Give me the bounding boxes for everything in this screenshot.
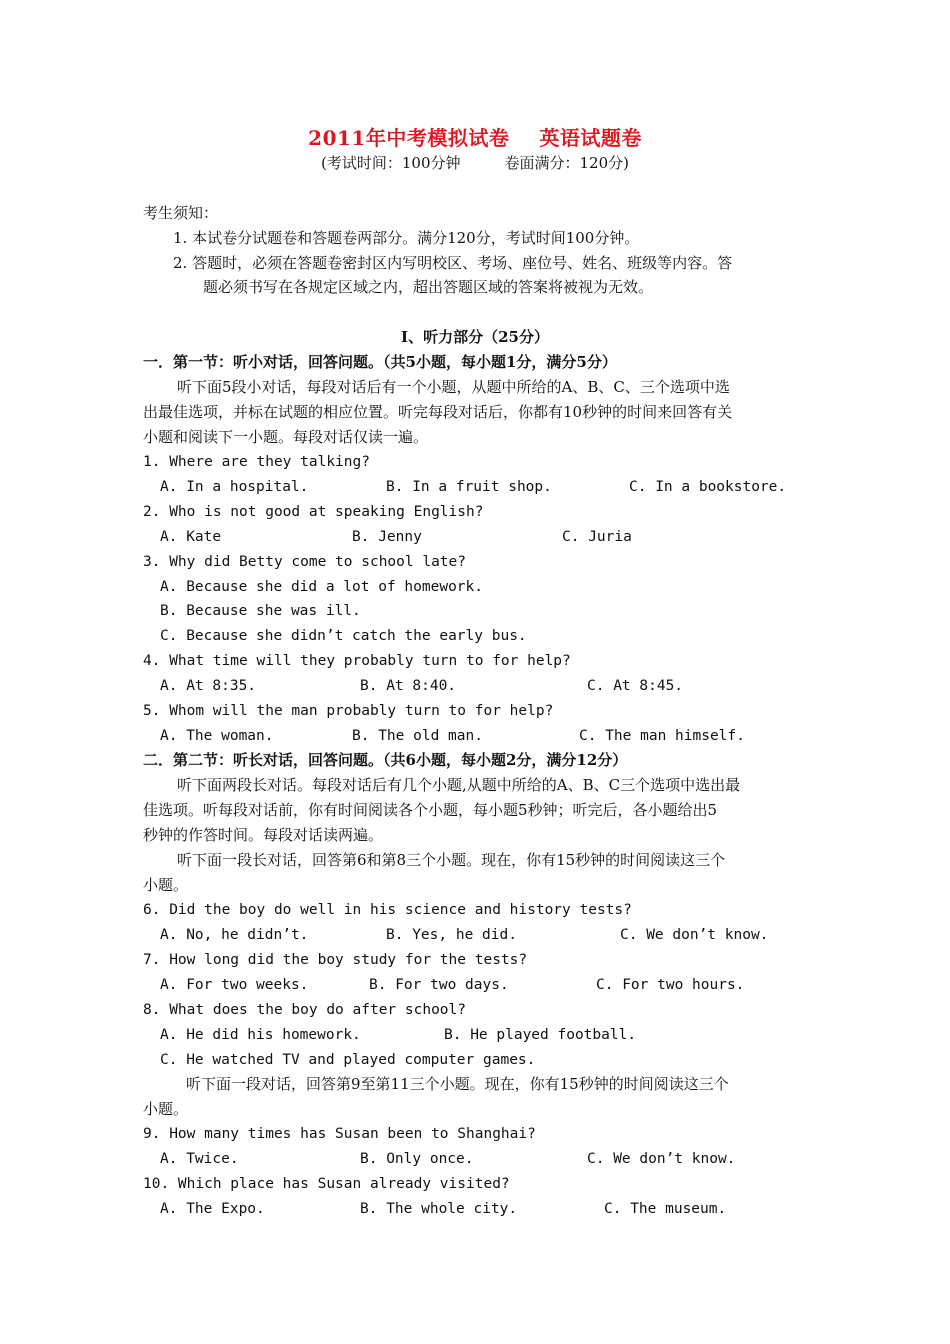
section1-instruction-3: 小题和阅读下一小题。每段对话仅读一遍。	[143, 428, 429, 446]
question-5: 5. Whom will the man probably turn to for help?	[143, 703, 554, 719]
question-5-option-a: A. The woman.	[160, 728, 274, 744]
section2-instruction-5: 小题。	[143, 876, 189, 894]
question-2-option-b: B. Jenny	[352, 529, 422, 545]
question-5-option-c: C. The man himself.	[579, 728, 745, 744]
question-5-option-b: B. The old man.	[352, 728, 483, 744]
section2-instruction-1: 听下面两段长对话。每段对话后有几个小题,从题中所给的A、B、C三个选项中选出最	[177, 776, 741, 794]
question-10-option-a: A. The Expo.	[160, 1201, 265, 1217]
title-left: 2011年中考模拟试卷	[308, 126, 510, 150]
question-4: 4. What time will they probably turn to for help?	[143, 653, 571, 669]
question-4-option-a: A. At 8:35.	[160, 678, 257, 694]
question-6-option-a: A. No, he didn’t.	[160, 927, 309, 943]
exam-subtitle	[0, 152, 950, 173]
question-6: 6. Did the boy do well in his science and history tests?	[143, 902, 632, 918]
title-right: 英语试题卷	[539, 126, 642, 150]
section2-heading: 二．第二节：听长对话，回答问题。（共6小题，每小题2分，满分12分）	[143, 751, 628, 769]
part1-heading: I、听力部分（25分）	[401, 328, 549, 346]
question-8-option-c: C. He watched TV and played computer games.	[160, 1052, 536, 1068]
question-6-option-c: C. We don’t know.	[620, 927, 769, 943]
notice-heading: 考生须知：	[143, 204, 219, 222]
section1-instruction-2: 出最佳选项，并标在试题的相应位置。听完每段对话后，你都有10秒钟的时间来回答有关	[143, 403, 733, 421]
section2-instruction-7: 小题。	[143, 1100, 189, 1118]
question-1-option-b: B. In a fruit shop.	[386, 479, 552, 495]
exam-time: (考试时间：100分钟	[321, 154, 461, 172]
question-2: 2. Who is not good at speaking English?	[143, 504, 484, 520]
question-9-option-a: A. Twice.	[160, 1151, 239, 1167]
question-3-option-b: B. Because she was ill.	[160, 603, 361, 619]
notice-item-2b: 题必须书写在各规定区域之内，超出答题区域的答案将被视为无效。	[203, 278, 654, 296]
question-4-option-b: B. At 8:40.	[360, 678, 457, 694]
exam-title	[0, 122, 950, 151]
question-2-option-c: C. Juria	[562, 529, 632, 545]
question-1-option-a: A. In a hospital.	[160, 479, 309, 495]
question-8-option-a: A. He did his homework.	[160, 1027, 361, 1043]
section2-instruction-3: 秒钟的作答时间。每段对话读两遍。	[143, 826, 384, 844]
question-3-option-c: C. Because she didn’t catch the early bus.	[160, 628, 527, 644]
question-7-option-b: B. For two days.	[369, 977, 509, 993]
question-8: 8. What does the boy do after school?	[143, 1002, 467, 1018]
section2-instruction-6: 听下面一段对话，回答第9至第11三个小题。现在，你有15秒钟的时间阅读这三个	[186, 1075, 729, 1093]
question-1-option-c: C. In a bookstore.	[629, 479, 787, 495]
notice-item-2a: 2. 答题时，必须在答题卷密封区内写明校区、考场、座位号、姓名、班级等内容。答	[173, 254, 733, 272]
question-1: 1. Where are they talking?	[143, 454, 370, 470]
question-10: 10. Which place has Susan already visited?	[143, 1176, 510, 1192]
section1-heading: 一．第一节：听小对话，回答问题。（共5小题，每小题1分，满分5分）	[143, 353, 617, 371]
question-9: 9. How many times has Susan been to Shanghai?	[143, 1126, 536, 1142]
question-9-option-c: C. We don’t know.	[587, 1151, 736, 1167]
question-7-option-c: C. For two hours.	[596, 977, 745, 993]
full-score: 卷面满分：120分)	[504, 154, 629, 172]
question-7-option-a: A. For two weeks.	[160, 977, 309, 993]
section1-instruction-1: 听下面5段小对话，每段对话后有一个小题，从题中所给的A、B、C、三个选项中选	[177, 378, 730, 396]
question-3: 3. Why did Betty come to school late?	[143, 554, 467, 570]
question-10-option-b: B. The whole city.	[360, 1201, 518, 1217]
question-9-option-b: B. Only once.	[360, 1151, 474, 1167]
section2-instruction-2: 佳选项。听每段对话前，你有时间阅读各个小题，每小题5秒钟；听完后，各小题给出5	[143, 801, 718, 819]
question-7: 7. How long did the boy study for the tests?	[143, 952, 528, 968]
section2-instruction-4: 听下面一段长对话，回答第6和第8三个小题。现在，你有15秒钟的时间阅读这三个	[177, 851, 726, 869]
question-3-option-a: A. Because she did a lot of homework.	[160, 579, 484, 595]
question-4-option-c: C. At 8:45.	[587, 678, 684, 694]
question-2-option-a: A. Kate	[160, 529, 222, 545]
notice-item-1: 1. 本试卷分试题卷和答题卷两部分。满分120分，考试时间100分钟。	[173, 229, 640, 247]
question-10-option-c: C. The museum.	[604, 1201, 727, 1217]
question-8-option-b: B. He played football.	[444, 1027, 637, 1043]
question-6-option-b: B. Yes, he did.	[386, 927, 517, 943]
